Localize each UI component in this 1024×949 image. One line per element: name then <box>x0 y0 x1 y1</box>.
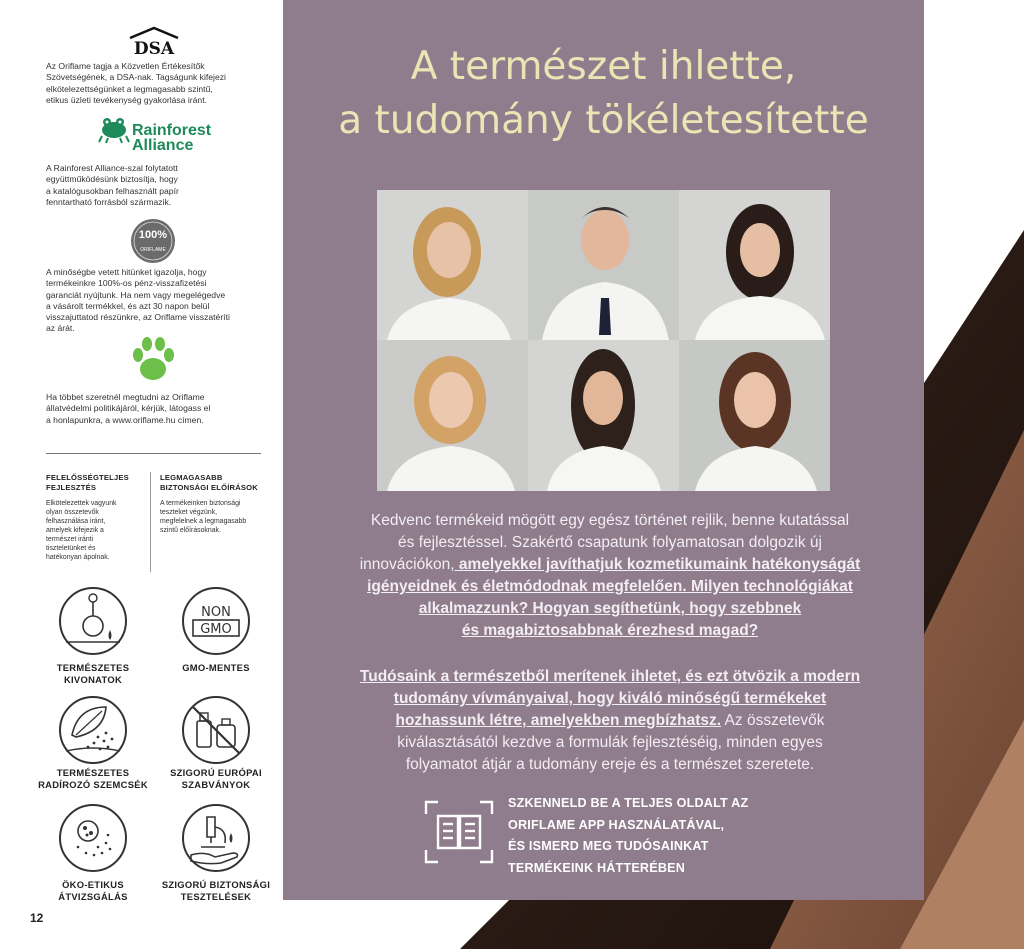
rf-line: fenntartható forrásból származik. <box>46 196 172 207</box>
animal-line: Ha többet szeretnél megtudni az Oriflame <box>46 392 205 402</box>
non-text: NON <box>201 605 231 620</box>
guarantee-line: A minőségbe vetett hitünket igazolja, hogy <box>46 267 207 277</box>
eu-standards-label <box>151 767 281 791</box>
para1-line <box>330 620 890 642</box>
guarantee-line: visszajuttatod részünkre, az Oriflame visszatéríti <box>46 312 230 323</box>
col1-line: Elkötelezettek vagyunk <box>46 500 117 507</box>
non-gmo-icon <box>181 586 251 656</box>
icon-label-line: TERMÉSZETES <box>56 767 130 778</box>
para2-line <box>330 688 890 710</box>
rf-line: A Rainforest Alliance-szal folytatott <box>46 163 178 173</box>
gmo-free-label <box>151 662 281 674</box>
para2-line <box>330 666 890 688</box>
badge-percent: 100% <box>138 229 168 241</box>
scan-line: SZKENNELD BE A TELJES OLDALT AZ <box>508 796 749 810</box>
scan-line: TERMÉKEINK HÁTTERÉBEN <box>508 860 686 875</box>
col1-line: olyan összetevők <box>46 509 99 516</box>
para1-line: Kedvenc termékeid mögött egy egész történet rejlik, benne kutatással <box>370 512 850 529</box>
rainforest-alliance-logo <box>98 114 218 154</box>
para2-line: folyamatot átjár a tudomány ereje és a természet szeretete. <box>405 756 815 773</box>
safety-testing-label <box>151 879 281 903</box>
icon-label-line: SZABVÁNYOK <box>181 779 251 790</box>
dsa-logo <box>128 26 180 56</box>
col2-line: A termékeinken biztonsági <box>160 500 241 507</box>
rf-line: a katalógusokban felhasznált papír <box>46 185 179 196</box>
leaf-particles-icon <box>58 695 128 765</box>
dsa-line: etikus üzleti tevékenység gyakorlása iránt. <box>46 94 207 105</box>
icon-label-line: SZIGORÚ BIZTONSÁGI <box>161 879 271 890</box>
microscope-hand-icon <box>181 803 251 873</box>
col1-line: hatékonyan ápolnak. <box>46 554 110 561</box>
guarantee-line: garanciát nyújtunk. Ha nem vagy megelégedve <box>46 289 226 300</box>
col1-line: amelyek kifejezik a <box>46 527 104 534</box>
dsa-logo-text: DSA <box>133 39 175 56</box>
flower-drop-icon <box>58 586 128 656</box>
natural-extracts-label <box>28 662 158 686</box>
para1-line: és fejlesztéssel. Szakértő csapatunk folyamatosan dolgozik új <box>398 534 822 551</box>
dsa-line: Szövetségének, a DSA-nak. Tagságunk kifejezi <box>46 72 226 83</box>
science-paragraph <box>330 666 890 776</box>
col2-line: megfelelnek a legmagasabb <box>160 518 247 525</box>
guarantee-line: termékeinkre 100%-os pénz-visszafizetési <box>46 278 207 289</box>
paw-icon <box>130 335 176 383</box>
icon-label-line: KIVONATOK <box>63 674 123 685</box>
scan-line: ÉS ISMERD MEG TUDÓSAINKAT <box>508 839 709 853</box>
para2-line <box>330 710 890 732</box>
scan-book-icon[interactable] <box>424 800 494 864</box>
eco-ethical-label <box>28 879 158 903</box>
responsible-development-text <box>46 499 116 562</box>
para2-emphasis: hozhassunk létre, amelyekben megbízhatsz. <box>395 712 722 729</box>
animal-line: állatvédelmi politikájáról, kérjük, látogass el <box>46 403 211 414</box>
para2-text: Az összetevők <box>721 712 825 729</box>
col1-line: felhasználása iránt, <box>46 518 106 525</box>
scan-line: ORIFLAME APP HASZNÁLATÁVAL, <box>508 817 725 832</box>
col1-head-line: FEJLESZTÉS <box>46 483 97 492</box>
col2-head-line: BIZTONSÁGI ELŐÍRÁSOK <box>160 483 258 492</box>
guarantee-description <box>46 267 230 335</box>
para1-line <box>330 576 890 598</box>
sidebar-divider <box>46 453 261 454</box>
rainforest-logo-text <box>132 123 211 153</box>
para1-emphasis: alkalmazzunk? Hogyan segíthetünk, hogy szebbnek <box>418 600 802 617</box>
rf-line: együttműködésünk biztosítja, hogy <box>46 174 178 185</box>
icon-label-line: TERMÉSZETES <box>56 662 130 673</box>
col2-line: szintű előírásoknak. <box>160 527 221 534</box>
headline-line-2: a tudomány tökéletesítette <box>338 98 869 143</box>
headline-line-1: A természet ihlette, <box>410 44 797 89</box>
icon-label-line: TESZTELÉSEK <box>180 891 252 902</box>
para2-emphasis: Tudósaink a természetből merítenek ihletet, és ezt ötvözik a modern <box>359 668 861 685</box>
page-number: 12 <box>30 911 44 925</box>
dsa-description <box>46 61 226 106</box>
para2-line: kiválasztásától kezdve a formulák fejlesztéséig, minden egyes <box>397 734 823 751</box>
col2-line: teszteket végzünk, <box>160 509 218 516</box>
animal-policy-description <box>46 392 210 426</box>
para1-line <box>330 554 890 576</box>
scientists-photo <box>377 190 830 491</box>
guarantee-line: az árát. <box>46 323 75 334</box>
responsible-development-heading <box>46 473 129 493</box>
icon-label-line: ÁTVIZSGÁLÁS <box>58 891 128 902</box>
gmo-text: GMO <box>200 622 232 637</box>
scan-instructions <box>508 793 748 879</box>
col1-head-line: FELELŐSSÉGTELJES <box>46 473 129 482</box>
safety-standards-heading <box>160 473 258 493</box>
badge-brand: ORIFLAME <box>140 247 166 253</box>
frog-icon <box>98 114 130 144</box>
petri-dish-icon <box>58 803 128 873</box>
headline <box>283 40 924 148</box>
intro-paragraph <box>330 510 890 642</box>
para1-text: innovációkon, <box>359 556 455 573</box>
guarantee-line: a vásárolt termékkel, és azt 30 napon belül <box>46 300 210 311</box>
money-back-badge-icon <box>130 218 176 264</box>
icon-label-line: GMO-MENTES <box>182 662 250 673</box>
icon-label-line: RADÍROZÓ SZEMCSÉK <box>38 779 148 790</box>
animal-line: a honlapunkra, a www.oriflame.hu címen. <box>46 414 204 425</box>
dsa-line: elkötelezettségünket a legmagasabb szintű, <box>46 83 213 94</box>
dsa-line: Az Oriflame tagja a Közvetlen Értékesítők <box>46 61 205 71</box>
para1-emphasis: igényeidnek és életmódodnak megfelelően. Milyen technológiákat <box>367 578 853 595</box>
para2-emphasis: tudomány vívmányaival, hogy kiváló minőségű termékeket <box>393 690 827 707</box>
col1-line: természet iránti <box>46 536 94 543</box>
rainforest-description <box>46 163 179 208</box>
para1-line <box>330 598 890 620</box>
column-divider <box>150 472 151 572</box>
no-bottles-icon <box>181 695 251 765</box>
icon-label-line: ÖKO-ETIKUS <box>62 879 124 890</box>
rf-word-1: Rainforest <box>132 122 212 139</box>
natural-exfoliating-label <box>28 767 158 791</box>
safety-standards-text <box>160 499 246 535</box>
para1-emphasis: és magabiztosabbnak érezhesd magad? <box>461 622 759 639</box>
icon-label-line: SZIGORÚ EURÓPAI <box>170 767 262 778</box>
para1-emphasis: amelyekkel javíthatjuk kozmetikumaink hatékonyságát <box>454 556 861 573</box>
col1-line: tiszteletünket és <box>46 545 96 552</box>
rf-word-2: Alliance <box>132 137 194 154</box>
col2-head-line: LEGMAGASABB <box>160 473 223 482</box>
